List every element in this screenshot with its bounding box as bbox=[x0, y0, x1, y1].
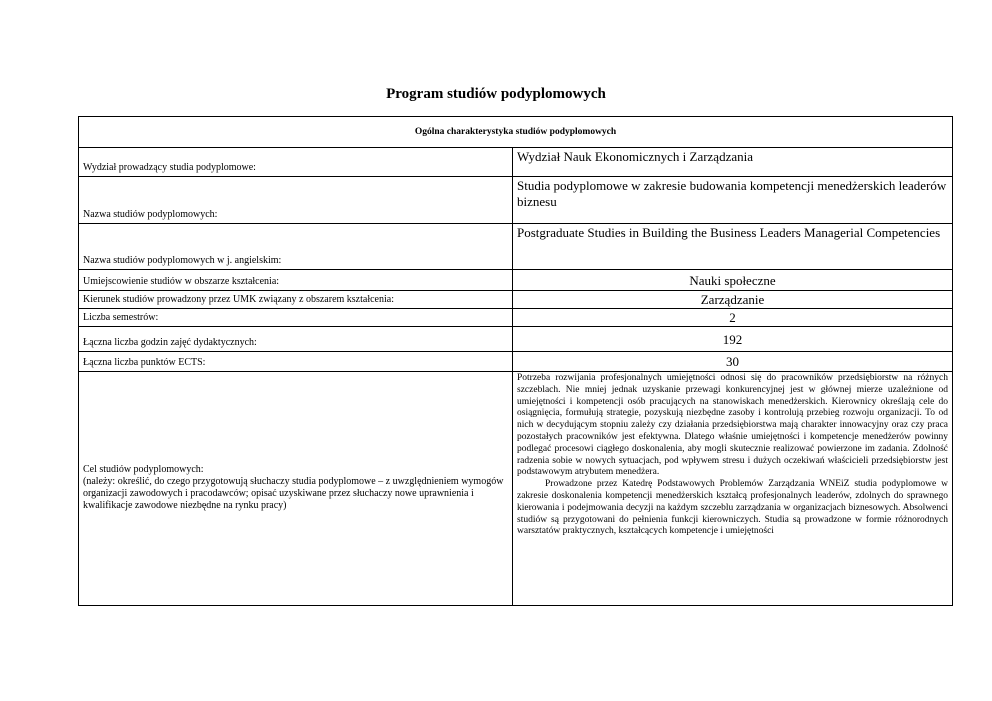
table-row bbox=[79, 352, 953, 372]
table-row bbox=[79, 291, 953, 309]
row-label-faculty: Wydział prowadzący studia podyplomowe: bbox=[79, 148, 513, 177]
goal-label: Cel studiów podyplomowych: bbox=[83, 463, 204, 475]
row-label-ects: Łączna liczba punktów ECTS: bbox=[79, 352, 513, 372]
program-table bbox=[78, 116, 953, 606]
row-value-semesters: 2 bbox=[513, 309, 953, 327]
goal-text bbox=[513, 372, 953, 606]
table-row bbox=[79, 177, 953, 224]
table-row bbox=[79, 224, 953, 270]
row-label-name-english: Nazwa studiów podyplomowych w j. angielskim: bbox=[79, 224, 513, 270]
row-value-hours: 192 bbox=[513, 327, 953, 352]
goal-paragraph: Prowadzone przez Katedrę Podstawowych Problemów Zarządzania WNEiZ studia podyplomowe w zakresie doskonalenia kompetencji menedżerskich kształcą profesjonalnych leaderów, zdolnych do sprawnego kierowania i podejmowania decyzji na każdym szczeblu zarządzania w organizacjach biznesowych. Absolwenci studiów są przygotowani do pełnienia funkcji kierowniczych. Studia są prowadzone w formie różnorodnych warsztatów praktycznych, kształcących kompetencje i umiejętności bbox=[517, 479, 948, 537]
row-label-direction: Kierunek studiów prowadzony przez UMK związany z obszarem kształcenia: bbox=[79, 291, 513, 309]
row-label-hours: Łączna liczba godzin zajęć dydaktycznych: bbox=[79, 327, 513, 352]
table-header: Ogólna charakterystyka studiów podyplomowych bbox=[79, 117, 953, 148]
row-value-name-english: Postgraduate Studies in Building the Business Leaders Managerial Competencies bbox=[513, 224, 953, 270]
table-row bbox=[79, 270, 953, 291]
row-label-name: Nazwa studiów podyplomowych: bbox=[79, 177, 513, 224]
table-row bbox=[79, 148, 953, 177]
table-row bbox=[79, 372, 953, 606]
page-title: Program studiów podyplomowych bbox=[386, 86, 606, 102]
goal-note: (należy: określić, do czego przygotowują słuchaczy studia podyplomowe – z uwzględnieniem wymogów organizacji zawodowych i pracodawców; opisać uzyskiwane przez słuchaczy nowe uprawnienia i kwalifikacje zawodowe niezbędne na rynku pracy) bbox=[83, 475, 504, 511]
row-value-ects: 30 bbox=[513, 352, 953, 372]
row-value-faculty: Wydział Nauk Ekonomicznych i Zarządzania bbox=[513, 148, 953, 177]
row-label-area: Umiejscowienie studiów w obszarze kształcenia: bbox=[79, 270, 513, 291]
row-value-name: Studia podyplomowe w zakresie budowania kompetencji menedżerskich leaderów biznesu bbox=[513, 177, 953, 224]
row-label-semesters: Liczba semestrów: bbox=[79, 309, 513, 327]
goal-paragraph: Potrzeba rozwijania profesjonalnych umiejętności odnosi się do pracowników przedsiębiorstw na różnych szczeblach. Nie mniej jednak uzyskanie przewagi konkurencyjnej jest w głównej mierze uzależnione od umiejętności i kompetencji osób pracujących na stanowiskach menedżerskich. Kierownicy określają cele do osiągnięcia, formułują strategie, pozyskują niezbędne zasoby i kontrolują przebieg rozwoju organizacji. To od nich w decydującym stopniu zależy czy działania przedsiębiorstwa mają charakter innowacyjny oraz czy praca pozostałych pracowników jest efektywna. Dlatego właśnie umiejętności i kompetencje menedżerów powinny podlegać procesowi ciągłego doskonalenia, aby mogli skutecznie realizować powierzone im zadania. Zdolność radzenia sobie w nowych sytuacjach, pod wpływem stresu i dużych oczekiwań właścicieli przedsiębiorstw jest podstawowym atrybutem menedżera. bbox=[517, 373, 948, 478]
row-value-area: Nauki społeczne bbox=[513, 270, 953, 291]
table-row bbox=[79, 327, 953, 352]
row-value-direction: Zarządzanie bbox=[513, 291, 953, 309]
table-row bbox=[79, 309, 953, 327]
table-header-row bbox=[79, 117, 953, 148]
goal-label-cell bbox=[79, 372, 513, 606]
